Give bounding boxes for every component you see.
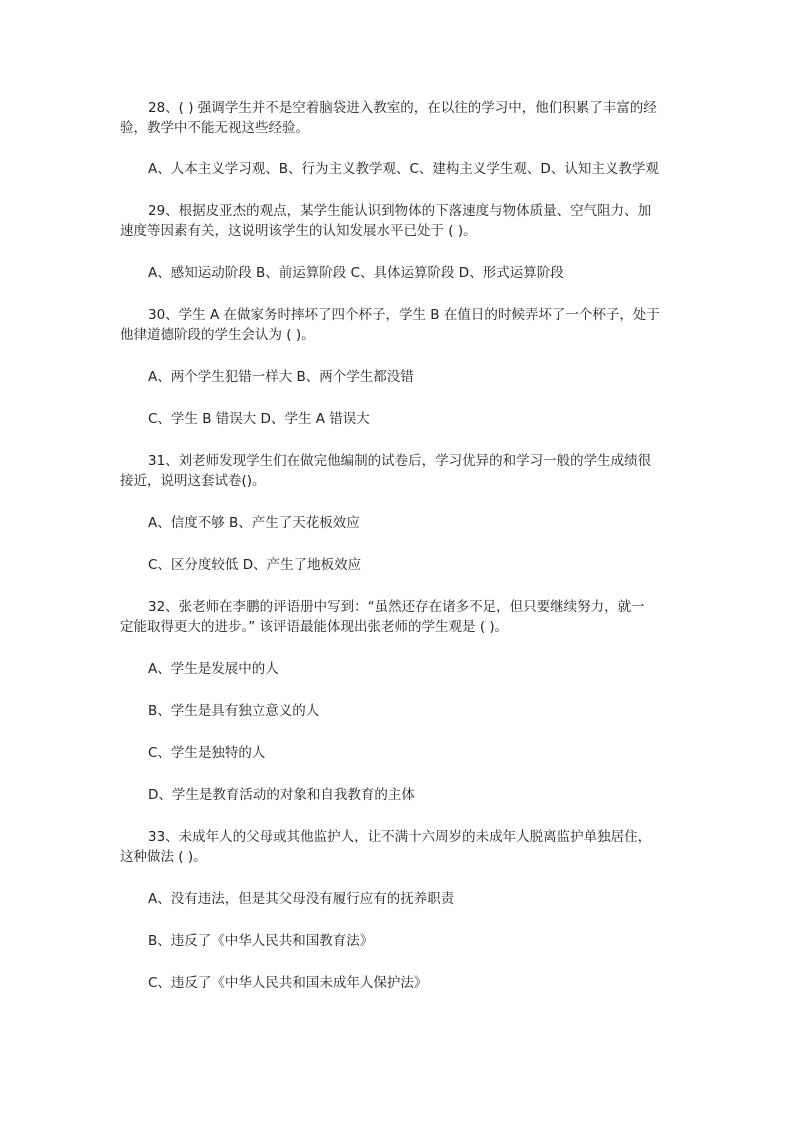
question-30-option-line-2: C、学生 B 错误大 D、学生 A 错误大 <box>148 411 370 427</box>
question-30-option-line-1: A、两个学生犯错一样大 B、两个学生都没错 <box>148 369 414 385</box>
question-31-option-line-2: C、区分度较低 D、产生了地板效应 <box>148 557 362 573</box>
question-32-option-d: D、学生是教育活动的对象和自我教育的主体 <box>148 787 415 803</box>
question-33-option-b: B、违反了《中华人民共和国教育法》 <box>148 933 374 949</box>
question-32-option-c: C、学生是独特的人 <box>148 745 266 761</box>
question-28-options: A、人本主义学习观、B、行为主义教学观、C、建构主义学生观、D、认知主义教学观 <box>148 161 659 177</box>
question-31-stem-line-2: 接近，说明这套试卷()。 <box>120 473 266 489</box>
question-33-stem-line-2: 这种做法 ( )。 <box>120 849 207 865</box>
question-30-stem-line-1: 30、学生 A 在做家务时摔坏了四个杯子，学生 B 在值日的时候弄坏了一个杯子，处于 <box>148 307 660 323</box>
question-32-stem-line-2: 定能取得更大的进步。” 该评语最能体现出张老师的学生观是 ( )。 <box>120 619 509 635</box>
question-28-stem-line-2: 验，教学中不能无视这些经验。 <box>120 120 309 136</box>
question-33-stem-line-1: 33、未成年人的父母或其他监护人，让不满十六周岁的未成年人脱离监护单独居住， <box>148 829 652 845</box>
question-33-option-a: A、没有违法，但是其父母没有履行应有的抚养职责 <box>148 891 455 907</box>
question-32-stem-line-1: 32、张老师在李鹏的评语册中写到：“虽然还存在诸多不足，但只要继续努力，就一 <box>148 599 645 615</box>
question-31-stem-line-1: 31、刘老师发现学生们在做完他编制的试卷后，学习优异的和学习一般的学生成绩很 <box>148 453 652 469</box>
question-30-stem-line-2: 他律道德阶段的学生会认为 ( )。 <box>120 327 315 343</box>
question-31-option-line-1: A、信度不够 B、产生了天花板效应 <box>148 515 360 531</box>
question-32-option-b: B、学生是具有独立意义的人 <box>148 703 320 719</box>
question-29-options: A、感知运动阶段 B、前运算阶段 C、具体运算阶段 D、形式运算阶段 <box>148 265 564 281</box>
question-33-option-c: C、违反了《中华人民共和国未成年人保护法》 <box>148 975 428 991</box>
question-28-stem-line-1: 28、( ) 强调学生并不是空着脑袋进入教室的，在以往的学习中，他们积累了丰富的经 <box>148 100 657 116</box>
question-32-option-a: A、学生是发展中的人 <box>148 661 279 677</box>
question-29-stem-line-2: 速度等因素有关，这说明该学生的认知发展水平已处于 ( )。 <box>120 223 477 239</box>
question-29-stem-line-1: 29、根据皮亚杰的观点，某学生能认识到物体的下落速度与物体质量、空气阻力、加 <box>148 203 652 219</box>
